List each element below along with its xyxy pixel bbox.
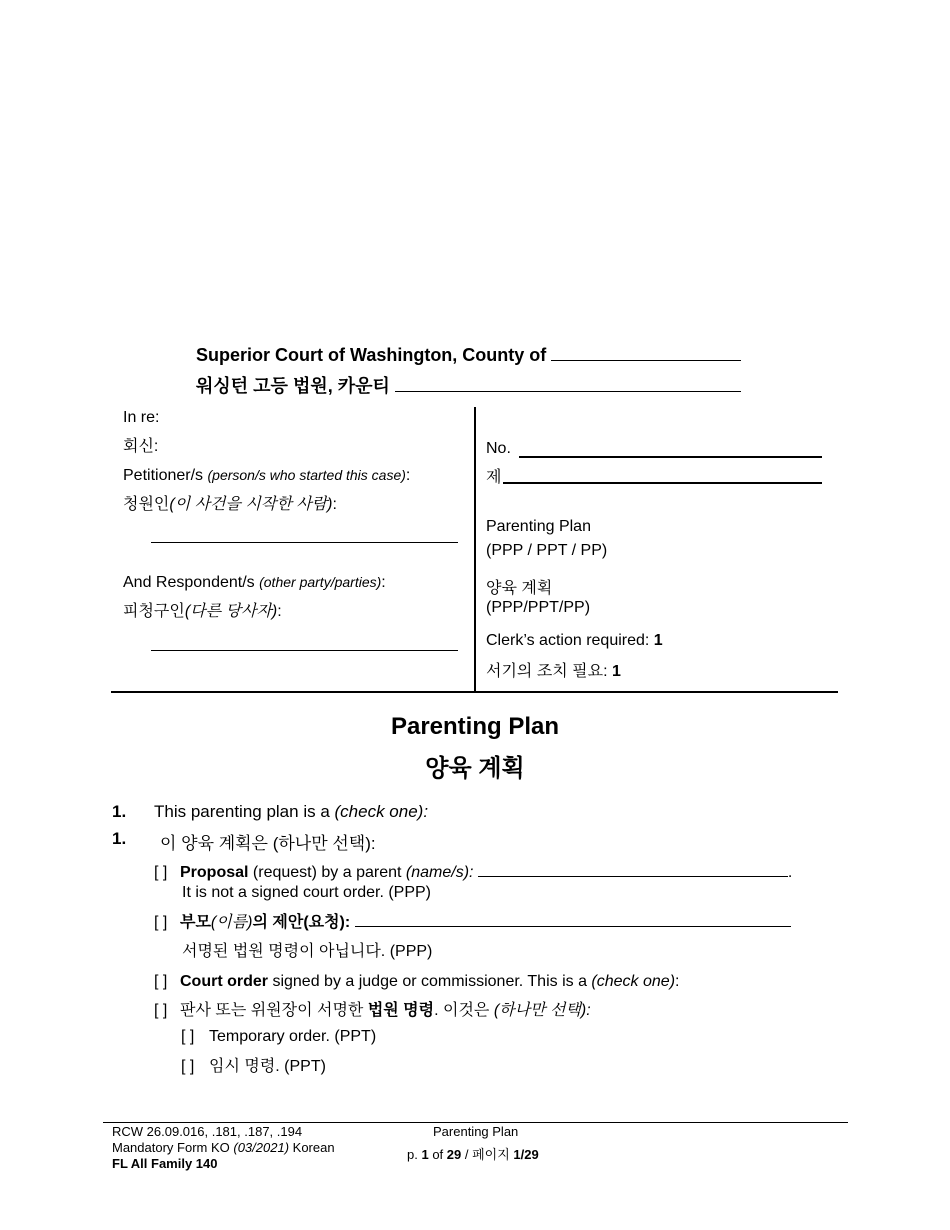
respondent-name-field[interactable] xyxy=(151,650,458,651)
temporary-order-option-ko: [ ] 임시 명령. (PPT) xyxy=(181,1058,326,1075)
case-number-field[interactable] xyxy=(519,456,822,458)
clerk-action-value-ko: 1 xyxy=(611,663,621,680)
section-intro-ko: 이 양육 계획은 (하나만 선택): xyxy=(160,834,376,853)
proposal-option: [ ] Proposal (request) by a parent (name/s): . xyxy=(154,864,793,881)
temporary-order-option: [ ] Temporary order. (PPT) xyxy=(181,1028,377,1045)
proposal-note-ko: 서명된 법원 명령이 아닙니다. (PPP) xyxy=(182,943,433,960)
temporary-order-checkbox-ko[interactable]: [ ] xyxy=(181,1058,195,1075)
county-blank[interactable] xyxy=(551,359,741,361)
section-intro-en: This parenting plan is a (check one): xyxy=(154,802,429,821)
case-number-field-ko[interactable] xyxy=(503,482,822,484)
page-title: Parenting Plan xyxy=(390,713,560,740)
footer-rcw: RCW 26.09.016, .181, .187, .194 xyxy=(112,1124,303,1139)
page-title-ko: 양육 계획 xyxy=(425,755,525,782)
in-re-label-ko: 회신: xyxy=(123,438,159,455)
temporary-order-checkbox[interactable]: [ ] xyxy=(181,1028,195,1045)
footer-rule xyxy=(103,1122,848,1123)
petitioner-label: Petitioner/s (person/s who started this case): xyxy=(123,467,411,484)
respondent-label-ko: 피청구인(다른 당사자): xyxy=(123,603,282,620)
footer-title: Parenting Plan xyxy=(433,1124,519,1139)
court-heading-en: Superior Court of Washington, County of xyxy=(196,345,741,366)
document-title-ko: 양육 계획 xyxy=(486,580,553,597)
court-heading-ko: 워싱턴 고등 법원, 카운티 xyxy=(196,372,741,398)
respondent-label: And Respondent/s (other party/parties): xyxy=(123,574,386,591)
clerk-action-ko: 서기의 조치 필요: 1 xyxy=(486,663,621,680)
document-title-en: Parenting Plan xyxy=(486,518,591,535)
court-order-checkbox-ko[interactable]: [ ] xyxy=(154,1002,168,1019)
proposal-note: It is not a signed court order. (PPP) xyxy=(182,884,432,901)
court-order-option: [ ] Court order signed by a judge or commissioner. This is a (check one): xyxy=(154,973,680,990)
footer-page: p. 1 of 29 / 페이지 1/29 xyxy=(407,1147,539,1162)
footer-form-id: FL All Family 140 xyxy=(112,1156,218,1171)
parent-name-field-ko[interactable] xyxy=(355,925,791,927)
parent-name-field[interactable] xyxy=(478,875,788,877)
section-number-ko: 1. xyxy=(112,829,127,848)
caption-vertical-divider xyxy=(474,407,476,693)
footer-form: Mandatory Form KO (03/2021) Korean xyxy=(112,1140,335,1155)
proposal-checkbox[interactable]: [ ] xyxy=(154,864,168,881)
case-number-label-ko: 제 xyxy=(486,469,502,486)
court-order-option-ko: [ ] 판사 또는 위원장이 서명한 법원 명령. 이것은 (하나만 선택): xyxy=(154,1002,591,1019)
case-number-label: No. xyxy=(486,440,511,457)
document-codes-en: (PPP / PPT / PP) xyxy=(486,542,608,559)
document-codes-ko: (PPP/PPT/PP) xyxy=(486,599,591,616)
clerk-action-value: 1 xyxy=(653,632,663,649)
in-re-label: In re: xyxy=(123,409,160,426)
court-order-checkbox[interactable]: [ ] xyxy=(154,973,168,990)
proposal-checkbox-ko[interactable]: [ ] xyxy=(154,914,168,931)
proposal-option-ko: [ ] 부모(이름)의 제안(요청): xyxy=(154,909,791,932)
section-number: 1. xyxy=(112,802,127,821)
caption-bottom-rule xyxy=(111,691,838,693)
petitioner-label-ko: 청원인(이 사건을 시작한 사람): xyxy=(123,496,337,513)
petitioner-name-field[interactable] xyxy=(151,542,458,543)
county-blank-ko[interactable] xyxy=(395,390,741,392)
clerk-action: Clerk’s action required: 1 xyxy=(486,632,663,649)
